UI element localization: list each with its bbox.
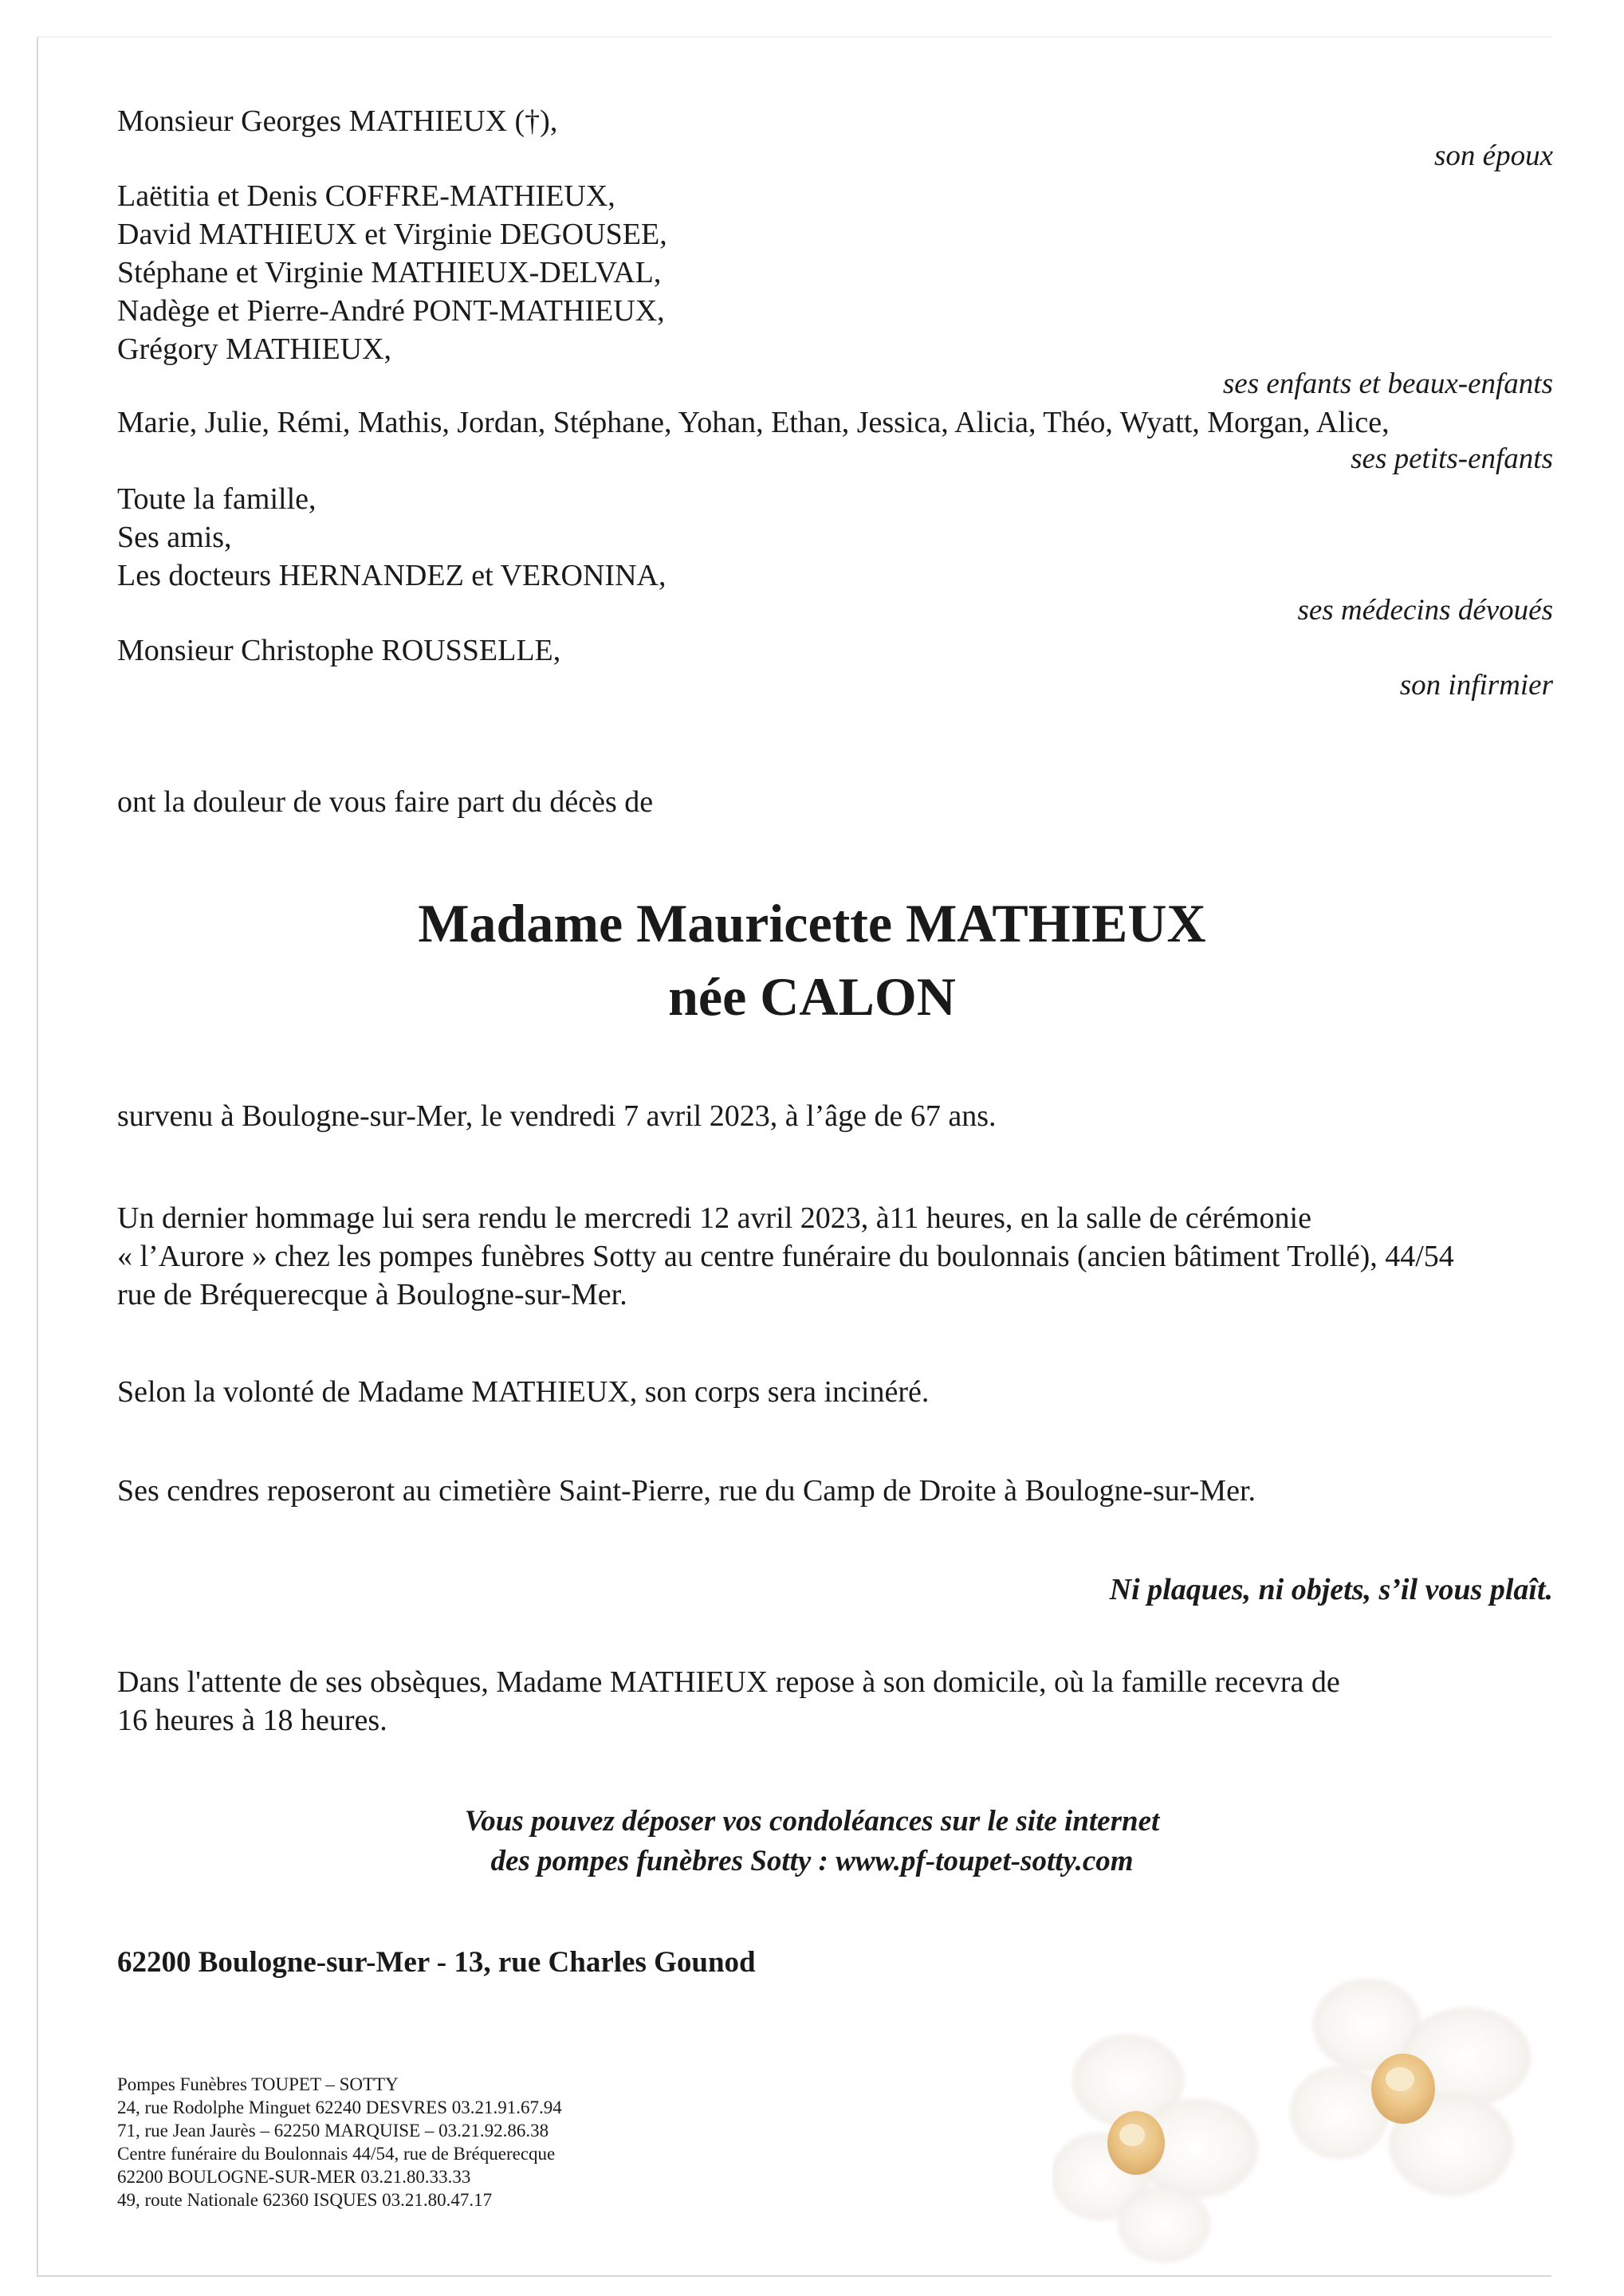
ceremony-line-2: « l’Aurore » chez les pompes funèbres Sotty au centre funéraire du boulonnais (ancien bâtiment Trollé), 44/54 xyxy=(117,1240,1454,1273)
deceased-maiden-name: née CALON xyxy=(668,966,956,1027)
children-role: ses enfants et beaux-enfants xyxy=(1222,368,1553,400)
condolences-line-1: Vous pouvez déposer vos condoléances sur le site internet xyxy=(464,1805,1160,1838)
announcement-intro: ont la douleur de vous faire part du décès de xyxy=(117,785,654,819)
grandchildren-list: Marie, Julie, Rémi, Mathis, Jordan, Stéphane, Yohan, Ethan, Jessica, Alicia, Théo, Wyatt, Morgan, Alice, xyxy=(117,406,1390,439)
grandchildren-role: ses petits-enfants xyxy=(1351,442,1553,475)
cremation-notice: Selon la volonté de Madame MATHIEUX, son corps sera incinéré. xyxy=(117,1375,930,1409)
condolences-line-2: des pompes funèbres Sotty : www.pf-toupet-sotty.com xyxy=(490,1845,1134,1877)
footer-line-6: 49, route Nationale 62360 ISQUES 03.21.80.47.17 xyxy=(117,2190,493,2210)
doctors: Les docteurs HERNANDEZ et VERONINA, xyxy=(117,559,667,592)
child-2: David MATHIEUX et Virginie DEGOUSEE, xyxy=(117,218,667,251)
no-flowers-notice: Ni plaques, ni objets, s’il vous plaît. xyxy=(1109,1573,1553,1606)
ashes-notice: Ses cendres reposeront au cimetière Saint-Pierre, rue du Camp de Droite à Boulogne-sur-Mer. xyxy=(117,1474,1256,1508)
child-5: Grégory MATHIEUX, xyxy=(117,332,392,366)
whole-family: Toute la famille, xyxy=(117,482,317,516)
footer-line-5: 62200 BOULOGNE-SUR-MER 03.21.80.33.33 xyxy=(117,2167,471,2187)
child-1: Laëtitia et Denis COFFRE-MATHIEUX, xyxy=(117,179,615,213)
death-info: survenu à Boulogne-sur-Mer, le vendredi 7 avril 2023, à l’âge de 67 ans. xyxy=(117,1099,997,1133)
ceremony-line-3: rue de Bréquerecque à Boulogne-sur-Mer. xyxy=(117,1278,627,1311)
footer-line-1: Pompes Funèbres TOUPET – SOTTY xyxy=(117,2074,399,2094)
footer-line-3: 71, rue Jean Jaurès – 62250 MARQUISE – 03.21.92.86.38 xyxy=(117,2121,549,2141)
funeral-home-footer xyxy=(117,2073,562,2211)
child-4: Nadège et Pierre-André PONT-MATHIEUX, xyxy=(117,294,665,328)
friends: Ses amis, xyxy=(117,521,232,554)
footer-line-2: 24, rue Rodolphe Minguet 62240 DESVRES 03.21.91.67.94 xyxy=(117,2097,562,2117)
orchid-flowers-icon xyxy=(1052,1961,1547,2272)
nurse-role: son infirmier xyxy=(1399,669,1553,702)
ceremony-line-1: Un dernier hommage lui sera rendu le mercredi 12 avril 2023, à11 heures, en la salle de cérémonie xyxy=(117,1201,1311,1235)
wake-line-1: Dans l'attente de ses obsèques, Madame MATHIEUX repose à son domicile, où la famille recevra de xyxy=(117,1665,1340,1699)
doctors-role: ses médecins dévoués xyxy=(1297,594,1553,627)
home-address: 62200 Boulogne-sur-Mer - 13, rue Charles Gounod xyxy=(117,1946,756,1979)
deceased-name: Madame Mauricette MATHIEUX xyxy=(418,893,1206,953)
nurse-name: Monsieur Christophe ROUSSELLE, xyxy=(117,634,561,667)
husband-role: son époux xyxy=(1434,140,1553,172)
footer-line-4: Centre funéraire du Boulonnais 44/54, rue de Bréquerecque xyxy=(117,2144,556,2164)
husband-name: Monsieur Georges MATHIEUX (†), xyxy=(117,104,558,138)
child-3: Stéphane et Virginie MATHIEUX-DELVAL, xyxy=(117,256,662,289)
wake-line-2: 16 heures à 18 heures. xyxy=(117,1704,387,1737)
